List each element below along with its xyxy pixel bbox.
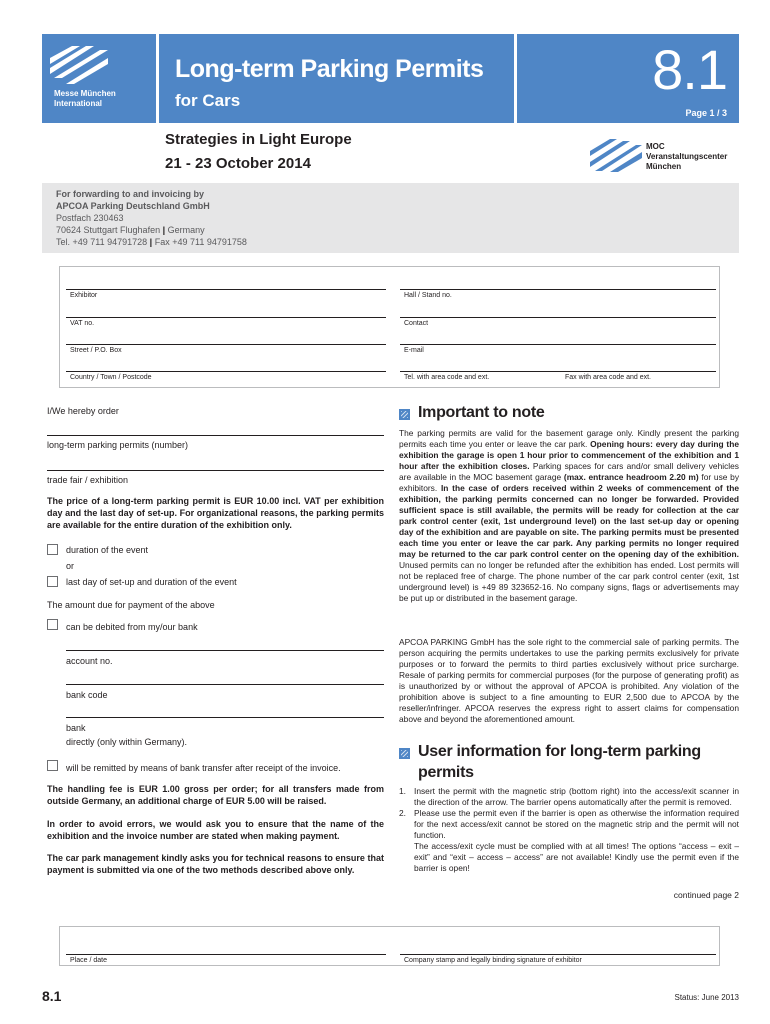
forwarding-city: 70624 Stuttgart Flughafen | Germany xyxy=(56,225,205,235)
moc-logo-text xyxy=(646,142,727,172)
list-item-text: Please use the permit even if the barrier is open as otherwise the information required for the next access/exit cannot be stored on the magnetic strip and the permit will not function. xyxy=(414,808,739,840)
important-headroom: (max. entrance headroom 2.20 m) xyxy=(563,472,699,482)
forwarding-tel: Tel. +49 711 94791728 xyxy=(56,237,148,247)
list-item-number: 1. xyxy=(399,786,406,796)
list-item-text: The access/exit cycle must be complied with at all times! The options “access – exit – exit” and “exit – access – access” are not available! Kindly use the permit even if the barrier is open! xyxy=(414,841,739,873)
debit-checkbox[interactable] xyxy=(47,619,58,630)
tel-label: Tel. with area code and ext. xyxy=(404,374,490,381)
user-info-heading-2: permits xyxy=(418,764,474,781)
list-item-text: Insert the permit with the magnetic strip (bottom right) into the access/exit scanner in the direction of the arrow. The barrier opens automatically after the permit is removed. xyxy=(414,786,739,807)
moc-logo-line3: München xyxy=(646,162,682,171)
organizer-logo xyxy=(42,34,156,123)
page-indicator: Page 1 / 3 xyxy=(685,108,727,118)
important-p1c: Parking spaces for cars and/or small delivery vehicles are available in the MOC basement garage xyxy=(399,461,739,482)
signature-label: Company stamp and legally binding signature of exhibitor xyxy=(404,957,582,964)
messe-logo-icon xyxy=(50,46,110,86)
contact-label: Contact xyxy=(404,320,429,327)
important-heading: Important to note xyxy=(418,404,545,421)
email-field[interactable] xyxy=(400,344,716,345)
place-date-label: Place / date xyxy=(70,957,107,964)
contact-field[interactable] xyxy=(400,317,716,318)
footer-status: Status: June 2013 xyxy=(674,993,739,1002)
street-field[interactable] xyxy=(66,344,386,345)
important-text xyxy=(399,428,739,604)
page-title: Long-term Parking Permits xyxy=(175,55,484,83)
list-item xyxy=(399,808,739,841)
exhibitor-form xyxy=(59,266,720,388)
signature-field[interactable] xyxy=(400,954,716,955)
place-date-field[interactable] xyxy=(66,954,386,955)
form-number-panel xyxy=(517,34,739,123)
signature-box xyxy=(59,926,720,966)
order-intro: I/We hereby order xyxy=(47,406,119,416)
continued-note: continued page 2 xyxy=(673,890,739,900)
forwarding-city-text: 70624 Stuttgart Flughafen xyxy=(56,225,161,235)
trade-fair-label: trade fair / exhibition xyxy=(47,475,129,485)
moc-logo-icon xyxy=(590,137,642,173)
moc-logo-line1: MOC xyxy=(646,142,665,151)
forwarding-country: Germany xyxy=(167,225,205,235)
last-day-checkbox[interactable] xyxy=(47,576,58,587)
user-info-heading-1: User information for long-term parking xyxy=(418,743,701,760)
permits-number-line[interactable] xyxy=(47,435,384,436)
or-label: or xyxy=(66,561,75,571)
directly-label: directly (only within Germany). xyxy=(66,737,188,747)
forwarding-address-box xyxy=(42,183,739,253)
organizer-logo-line2: International xyxy=(54,99,103,108)
apcoa-rights-text: APCOA PARKING GmbH has the sole right to the commercial sale of parking permits. The person acquiring the permits undertakes to use the parking permits exclusively for private purposes or to forward the permits to third parties exclusively without price surcharge. Resale of parking permits for commercial purposes (for the purpose of generating profit) as is unauthorized by or without the approval of APCOA is prohibited. Any violation of the prohibition above is subject to a fine amounting to EUR 2,500 due to APCOA by the reseller/infringer. APCOA reserves the express right to assert claims for compensation above and beyond the aforementioned amount. xyxy=(399,637,739,724)
bank-code-label: bank code xyxy=(66,690,108,700)
duration-checkbox[interactable] xyxy=(47,544,58,555)
section-bullet-icon xyxy=(399,409,410,420)
event-name: Strategies in Light Europe xyxy=(165,131,352,148)
country-field[interactable] xyxy=(66,371,386,372)
important-p1g: Unused permits can no longer be refunded after the exhibition has ended. Lost permits will not be replaced free of charge. The phone number of the car park control center (exit, 1st underground level) is +49 89 323652-16. No company signs, flags or advertisements may be put up or distributed in the basement garage. xyxy=(399,560,739,603)
amount-due-label: The amount due for payment of the above xyxy=(47,600,215,610)
user-info-list xyxy=(399,786,739,874)
section-bullet-icon xyxy=(399,748,410,759)
exhibitor-field[interactable] xyxy=(66,289,386,290)
debit-label: can be debited from my/our bank xyxy=(66,622,198,632)
fax-label: Fax with area code and ext. xyxy=(565,374,651,381)
important-p1a: The parking permits are valid for the basement garage only. Kindly present the parking permits each time you enter or leave the car park. xyxy=(399,428,739,449)
forwarding-fax: Fax +49 711 94791758 xyxy=(154,237,247,247)
forwarding-heading: For forwarding to and invoicing by xyxy=(56,189,204,199)
important-opening-hours: Opening hours: every day during the exhibition the garage is open 1 hour prior to commencement of the exhibition and 1 hour after the exhibition closes. xyxy=(399,439,739,471)
list-item-number: 2. xyxy=(399,808,406,818)
transfer-label: will be remitted by means of bank transfer after receipt of the invoice. xyxy=(66,763,341,773)
permits-number-label: long-term parking permits (number) xyxy=(47,440,189,450)
form-number: 8.1 xyxy=(652,38,727,101)
last-day-label: last day of set-up and duration of the event xyxy=(66,577,237,587)
account-line[interactable] xyxy=(66,650,384,651)
bank-code-line[interactable] xyxy=(66,684,384,685)
forwarding-company: APCOA Parking Deutschland GmbH xyxy=(56,201,210,211)
handling-fee-note: The handling fee is EUR 1.00 gross per order; for all transfers made from outside Germany, an additional charge of EUR 5.00 will be raised. xyxy=(47,784,384,806)
account-label: account no. xyxy=(66,656,113,666)
page-subtitle: for Cars xyxy=(175,91,241,110)
footer-form-number: 8.1 xyxy=(42,988,62,1004)
bank-line[interactable] xyxy=(66,717,384,718)
list-item-continuation xyxy=(399,841,739,874)
title-panel xyxy=(159,34,514,123)
hall-stand-label: Hall / Stand no. xyxy=(404,292,452,299)
vat-label: VAT no. xyxy=(70,320,95,327)
forwarding-phone: Tel. +49 711 94791728 | Fax +49 711 94791758 xyxy=(56,237,247,247)
forwarding-pobox: Postfach 230463 xyxy=(56,213,124,223)
transfer-checkbox[interactable] xyxy=(47,760,58,771)
list-item xyxy=(399,786,739,808)
street-label: Street / P.O. Box xyxy=(70,347,122,354)
avoid-errors-note: In order to avoid errors, we would ask you to ensure that the name of the exhibition and the invoice number are stated when making payment. xyxy=(47,819,384,841)
moc-logo-line2: Veranstaltungscenter xyxy=(646,152,728,161)
bank-label: bank xyxy=(66,723,86,733)
organizer-logo-line1: Messe München xyxy=(54,89,116,98)
important-late-orders: In the case of orders received within 2 weeks of commencement of the exhibition, the parking permits concerned can no longer be forwarded. Provided sufficient space is still available, the permits will be ready for collection at the car park control center (exit, 1st underground level) on the last set-up day or opening day of the exhibition and are payable on site. The parking permits must be presented each time you enter or leave the car park. Any parking permits no longer required may be returned to the car park control center on the opening day of the exhibition. xyxy=(399,483,739,559)
event-dates: 21 - 23 October 2014 xyxy=(165,155,311,172)
duration-label: duration of the event xyxy=(66,545,149,555)
vat-field[interactable] xyxy=(66,317,386,318)
exhibitor-label: Exhibitor xyxy=(70,292,98,299)
email-label: E-mail xyxy=(404,347,424,354)
country-label: Country / Town / Postcode xyxy=(70,374,152,381)
hall-stand-field[interactable] xyxy=(400,289,716,290)
tel-fax-field[interactable] xyxy=(400,371,716,372)
trade-fair-line[interactable] xyxy=(47,470,384,471)
price-note: The price of a long-term parking permit is EUR 10.00 incl. VAT per exhibition day and the last day of set-up. For organizational reasons, the parking permits are available for the entire duration of the exhibition only. xyxy=(47,496,384,530)
important-p1e: for use by exhibitors. xyxy=(399,472,740,493)
payment-method-note: The car park management kindly asks you for technical reasons to ensure that payment is submitted via one of the two methods described above only. xyxy=(47,853,384,875)
